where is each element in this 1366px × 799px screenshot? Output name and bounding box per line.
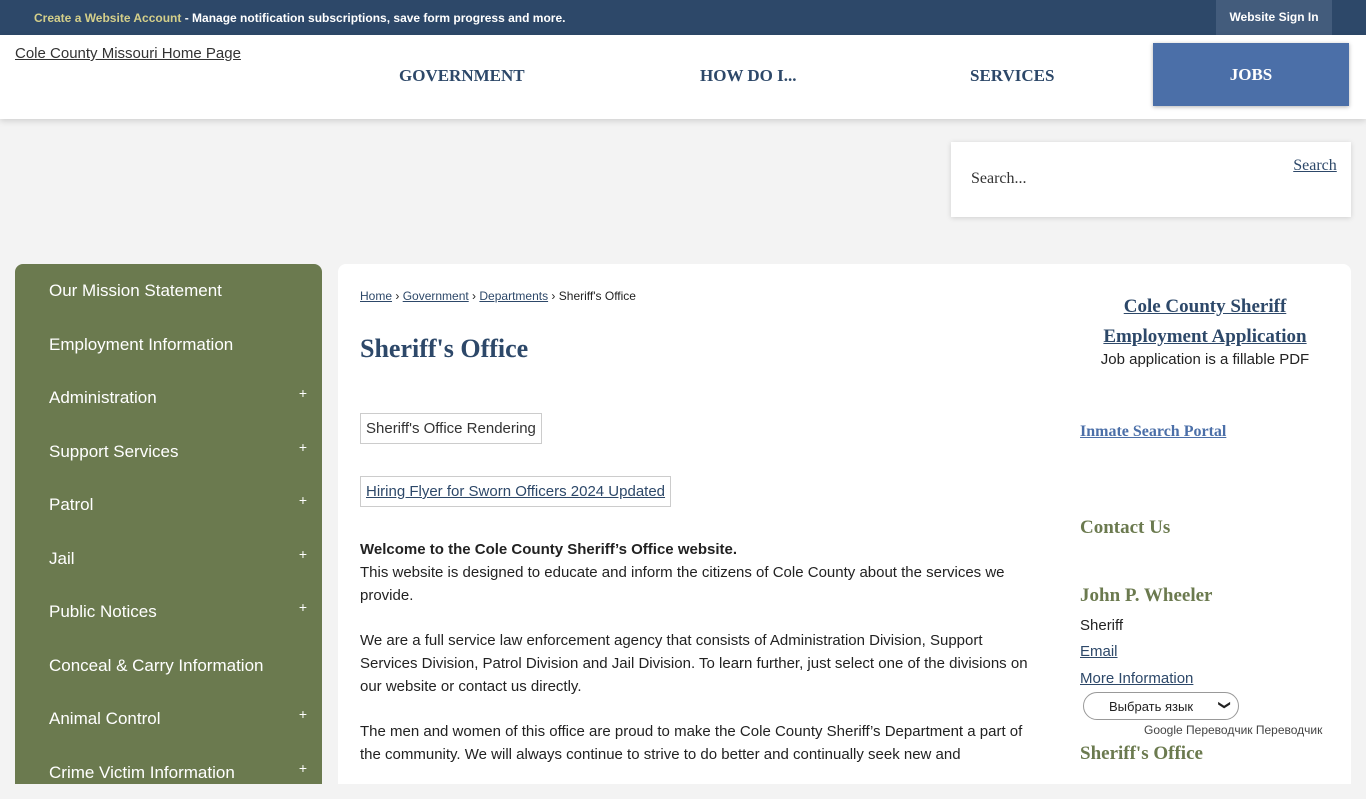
sidebar-item[interactable] — [15, 371, 322, 425]
welcome-heading: Welcome to the Cole County Sheriff’s Office website. — [360, 541, 737, 558]
language-select[interactable] — [1083, 692, 1239, 720]
sidebar-item-label: Employment Information — [49, 335, 233, 354]
account-message: - Manage notification subscriptions, save form progress and more. — [181, 11, 565, 25]
expand-plus-icon[interactable]: + — [299, 760, 307, 776]
create-account-link[interactable]: Create a Website Account — [34, 11, 181, 25]
search-input[interactable]: Search... — [971, 170, 1027, 188]
intro-text — [360, 538, 1040, 788]
sidebar — [15, 264, 322, 784]
logo-link[interactable]: Cole County Missouri Home Page — [15, 45, 241, 62]
contact-name: John P. Wheeler — [1080, 585, 1212, 607]
nav-how-do-i[interactable]: HOW DO I... — [700, 66, 797, 86]
sidebar-item-label: Administration — [49, 388, 157, 407]
breadcrumb-sep: › — [392, 289, 403, 303]
search-button[interactable]: Search — [1289, 154, 1341, 177]
nav-jobs[interactable]: JOBS — [1153, 43, 1349, 106]
chevron-down-icon: ❯ — [1218, 700, 1232, 710]
sidebar-item-label: Public Notices — [49, 602, 157, 621]
sidebar-item[interactable] — [15, 585, 322, 639]
nav-government[interactable]: GOVERNMENT — [399, 66, 525, 86]
email-link[interactable]: Email — [1080, 643, 1118, 660]
google-translate-credit: Google Переводчик Переводчик — [1144, 723, 1322, 737]
sign-in-button[interactable]: Website Sign In — [1216, 0, 1332, 35]
sidebar-item-label: Jail — [49, 549, 75, 568]
contact-heading: Contact Us — [1080, 517, 1170, 539]
sidebar-item[interactable] — [15, 639, 322, 693]
expand-plus-icon[interactable]: + — [299, 385, 307, 401]
nav-services[interactable]: SERVICES — [970, 66, 1054, 86]
paragraph-2: We are a full service law enforcement agency that consists of Administration Division, Support Services Division, Patrol Division and Jail Division. To learn further, just select one of the divisions on our website or contact us directly. — [360, 629, 1040, 698]
sidebar-item-label: Our Mission Statement — [49, 281, 222, 300]
breadcrumb-home[interactable]: Home — [360, 289, 392, 303]
sidebar-item-label: Crime Victim Information — [49, 763, 235, 782]
expand-plus-icon[interactable]: + — [299, 546, 307, 562]
expand-plus-icon[interactable]: + — [299, 439, 307, 455]
breadcrumb-government[interactable]: Government — [403, 289, 469, 303]
language-select-value: Выбрать язык — [1109, 699, 1193, 714]
inmate-search-link[interactable]: Inmate Search Portal — [1080, 423, 1226, 441]
sidebar-item[interactable] — [15, 478, 322, 532]
sidebar-item-label: Conceal & Carry Information — [49, 656, 263, 675]
sidebar-item-label: Support Services — [49, 442, 178, 461]
sidebar-item[interactable] — [15, 532, 322, 586]
expand-plus-icon[interactable]: + — [299, 492, 307, 508]
top-bar — [0, 0, 1366, 35]
breadcrumb-sep: › — [548, 289, 559, 303]
hiring-flyer-link[interactable]: Hiring Flyer for Sworn Officers 2024 Updated — [360, 476, 671, 507]
expand-plus-icon[interactable]: + — [299, 706, 307, 722]
sidebar-item-label: Animal Control — [49, 709, 161, 728]
header — [0, 35, 1366, 119]
contact-role: Sheriff — [1080, 617, 1123, 634]
sheriff-office-rendering-image: Sheriff's Office Rendering — [360, 413, 542, 444]
breadcrumb-current: Sheriff's Office — [559, 289, 636, 303]
more-info-link[interactable]: More Information — [1080, 670, 1193, 687]
employment-application-link[interactable]: Cole County Sheriff Employment Application — [1080, 292, 1330, 352]
office-heading: Sheriff's Office — [1080, 743, 1203, 765]
paragraph-1: This website is designed to educate and inform the citizens of Cole County about the services we provide. — [360, 564, 1005, 604]
search-box — [951, 142, 1351, 217]
sidebar-item[interactable] — [15, 425, 322, 479]
breadcrumb-sep: › — [469, 289, 480, 303]
sidebar-item-label: Patrol — [49, 495, 93, 514]
breadcrumb-departments[interactable]: Departments — [479, 289, 548, 303]
sidebar-item[interactable] — [15, 318, 322, 372]
breadcrumb — [360, 289, 636, 303]
sidebar-item[interactable] — [15, 692, 322, 746]
application-note: Job application is a fillable PDF — [1080, 351, 1330, 368]
paragraph-3: The men and women of this office are proud to make the Cole County Sheriff’s Department a part of the community. We will always continue to strive to do better and continually seek new and — [360, 720, 1040, 766]
sidebar-item[interactable] — [15, 264, 322, 318]
page-title: Sheriff's Office — [360, 334, 528, 364]
expand-plus-icon[interactable]: + — [299, 599, 307, 615]
sidebar-item[interactable] — [15, 746, 322, 799]
